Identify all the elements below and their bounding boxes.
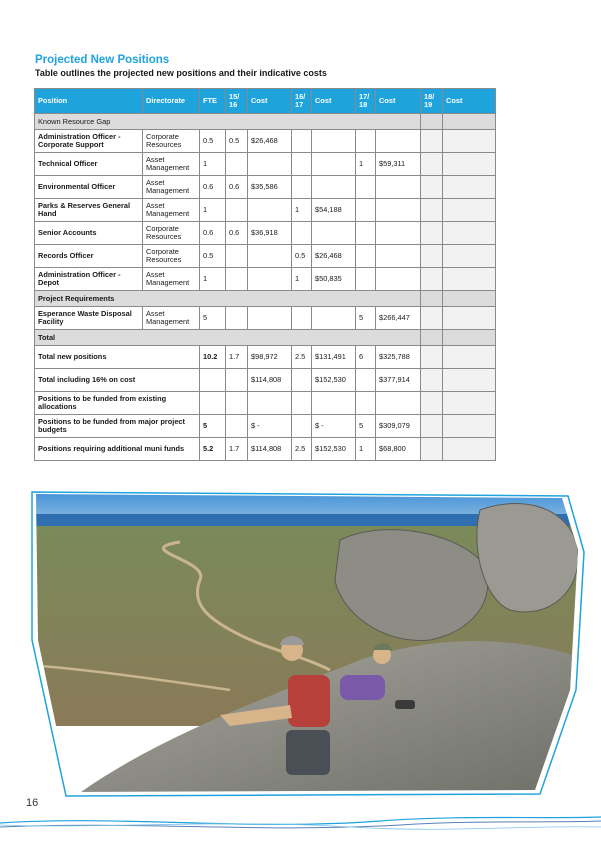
table-cell [443, 222, 496, 245]
table-cell [356, 369, 376, 392]
table-cell: $68,800 [376, 438, 421, 461]
table-cell [443, 330, 496, 346]
table-cell: 1 [200, 153, 226, 176]
table-cell [356, 245, 376, 268]
wave-decoration [0, 805, 601, 835]
table-cell [248, 245, 292, 268]
table-cell: $98,972 [248, 346, 292, 369]
table-row [35, 176, 496, 199]
table-cell [421, 392, 443, 415]
table-row [35, 346, 496, 369]
section-label: Project Requirements [35, 291, 421, 307]
header-directorate: Directorate [143, 89, 200, 114]
table-cell: 1 [292, 268, 312, 291]
table-cell [356, 392, 376, 415]
header-1516: 15/ 16 [226, 89, 248, 114]
table-cell [226, 415, 248, 438]
position-cell: Administration Officer - Corporate Support [35, 130, 143, 153]
table-cell: 2.5 [292, 438, 312, 461]
table-cell: $131,491 [312, 346, 356, 369]
table-cell [443, 291, 496, 307]
table-row [35, 438, 496, 461]
table-cell [248, 153, 292, 176]
table-cell [226, 369, 248, 392]
table-cell [312, 176, 356, 199]
table-cell [421, 130, 443, 153]
heading [35, 53, 575, 79]
table-cell [356, 199, 376, 222]
table-row [35, 130, 496, 153]
table-cell [421, 307, 443, 330]
table-row [35, 153, 496, 176]
table-cell: $325,788 [376, 346, 421, 369]
section-label: Total [35, 330, 421, 346]
table-cell: $36,918 [248, 222, 292, 245]
table-cell [421, 415, 443, 438]
table-row [35, 268, 496, 291]
position-cell: Total new positions [35, 346, 200, 369]
position-cell: Records Officer [35, 245, 143, 268]
table-cell [292, 176, 312, 199]
section-row-total [35, 330, 496, 346]
table-cell [356, 268, 376, 291]
table-cell [376, 268, 421, 291]
table-cell: $ - [312, 415, 356, 438]
table-row [35, 307, 496, 330]
table-cell: $114,808 [248, 369, 292, 392]
table-cell: 1 [356, 153, 376, 176]
table-cell [421, 222, 443, 245]
table-cell [421, 153, 443, 176]
table-cell [226, 245, 248, 268]
table-cell: 1.7 [226, 346, 248, 369]
directorate-cell: Corporate Resources [143, 222, 200, 245]
table-cell: 10.2 [200, 346, 226, 369]
position-cell: Senior Accounts [35, 222, 143, 245]
position-cell: Parks & Reserves General Hand [35, 199, 143, 222]
table-cell: $152,530 [312, 438, 356, 461]
table-cell [248, 392, 292, 415]
table-cell: 0.6 [200, 176, 226, 199]
header-position: Position [35, 89, 143, 114]
directorate-cell: Asset Management [143, 199, 200, 222]
header-cost-1718: Cost [376, 89, 421, 114]
table-cell: 1 [356, 438, 376, 461]
table-cell: 0.5 [200, 130, 226, 153]
table-cell: 5.2 [200, 438, 226, 461]
position-cell: Positions requiring additional muni funds [35, 438, 200, 461]
table-cell [292, 307, 312, 330]
photo-image [30, 490, 590, 800]
table-cell: 6 [356, 346, 376, 369]
table-cell [248, 268, 292, 291]
page-number: 16 [26, 797, 39, 809]
table-cell: 0.6 [200, 222, 226, 245]
table-row [35, 369, 496, 392]
table-cell [312, 392, 356, 415]
table-cell [376, 176, 421, 199]
table-cell [226, 268, 248, 291]
landscape-photo [30, 490, 590, 800]
table-cell [292, 222, 312, 245]
table-cell [376, 130, 421, 153]
positions-table [34, 88, 496, 461]
table-row [35, 392, 496, 415]
table-cell [443, 392, 496, 415]
section-row-known [35, 114, 496, 130]
position-cell: Total including 16% on cost [35, 369, 200, 392]
position-cell: Positions to be funded from existing allocations [35, 392, 200, 415]
table-cell [312, 307, 356, 330]
table-cell [248, 307, 292, 330]
position-cell: Administration Officer - Depot [35, 268, 143, 291]
table-cell [356, 130, 376, 153]
table-cell [200, 369, 226, 392]
section-label: Known Resource Gap [35, 114, 421, 130]
table-cell [421, 176, 443, 199]
table-cell: 0.5 [226, 130, 248, 153]
table-cell: 5 [356, 415, 376, 438]
table-cell [443, 307, 496, 330]
table-row [35, 199, 496, 222]
directorate-cell: Asset Management [143, 268, 200, 291]
table-cell [421, 438, 443, 461]
table-cell: $114,808 [248, 438, 292, 461]
table-cell [376, 199, 421, 222]
position-cell: Technical Officer [35, 153, 143, 176]
table-cell [421, 199, 443, 222]
table-cell [312, 153, 356, 176]
table-cell: 5 [356, 307, 376, 330]
table-cell: 1 [292, 199, 312, 222]
table-cell [443, 199, 496, 222]
table-cell [312, 222, 356, 245]
directorate-cell: Asset Management [143, 153, 200, 176]
table-cell: $26,468 [248, 130, 292, 153]
table-cell: 0.5 [200, 245, 226, 268]
table-cell [376, 222, 421, 245]
directorate-cell: Asset Management [143, 176, 200, 199]
table-cell [292, 392, 312, 415]
header-1617: 16/ 17 [292, 89, 312, 114]
table-cell [443, 369, 496, 392]
table-cell: $59,311 [376, 153, 421, 176]
header-fte: FTE [200, 89, 226, 114]
table-cell [356, 222, 376, 245]
table-cell [292, 130, 312, 153]
table-cell [226, 199, 248, 222]
table-cell [226, 153, 248, 176]
table-cell [376, 392, 421, 415]
header-cost-1516: Cost [248, 89, 292, 114]
table-cell [292, 369, 312, 392]
section-row-project [35, 291, 496, 307]
table-cell [200, 392, 226, 415]
table-cell [443, 176, 496, 199]
table-cell [421, 369, 443, 392]
table-cell [248, 199, 292, 222]
header-1718: 17/ 18 [356, 89, 376, 114]
table-cell [443, 438, 496, 461]
table-cell [312, 130, 356, 153]
table-row [35, 245, 496, 268]
table-cell [421, 346, 443, 369]
position-cell: Positions to be funded from major project budgets [35, 415, 200, 438]
table-cell: $35,586 [248, 176, 292, 199]
table-cell: $50,835 [312, 268, 356, 291]
table-cell: $309,079 [376, 415, 421, 438]
directorate-cell: Asset Management [143, 307, 200, 330]
table-cell: 0.6 [226, 176, 248, 199]
table-cell [443, 153, 496, 176]
table-cell [292, 415, 312, 438]
directorate-cell: Corporate Resources [143, 245, 200, 268]
table-cell [421, 268, 443, 291]
table-cell [443, 130, 496, 153]
directorate-cell: Corporate Resources [143, 130, 200, 153]
table-cell [356, 176, 376, 199]
table-cell [421, 114, 443, 130]
table-cell: 2.5 [292, 346, 312, 369]
table-cell [226, 307, 248, 330]
table-cell [443, 346, 496, 369]
table-cell: $ - [248, 415, 292, 438]
table-cell [376, 245, 421, 268]
table-cell [226, 392, 248, 415]
table-cell [443, 114, 496, 130]
table-cell [443, 245, 496, 268]
table-cell: 1 [200, 199, 226, 222]
table-cell: 0.5 [292, 245, 312, 268]
position-cell: Esperance Waste Disposal Facility [35, 307, 143, 330]
table-cell [292, 153, 312, 176]
page-title: Projected New Positions [35, 54, 170, 66]
table-cell: $152,530 [312, 369, 356, 392]
table-cell: 5 [200, 307, 226, 330]
header-1819: 18/ 19 [421, 89, 443, 114]
table-cell: 1 [200, 268, 226, 291]
header-cost-1819: Cost [443, 89, 496, 114]
table-cell: 5 [200, 415, 226, 438]
table-header-row [35, 89, 496, 114]
table-cell [443, 268, 496, 291]
page-subtitle: Table outlines the projected new positions and their indicative costs [35, 68, 327, 78]
table-cell [421, 330, 443, 346]
table-cell: $266,447 [376, 307, 421, 330]
table-body [35, 114, 496, 461]
table-cell [421, 291, 443, 307]
position-cell: Environmental Officer [35, 176, 143, 199]
table-cell: $26,468 [312, 245, 356, 268]
table-cell [443, 415, 496, 438]
table-cell: 0.6 [226, 222, 248, 245]
table-cell: 1.7 [226, 438, 248, 461]
table-cell: $54,188 [312, 199, 356, 222]
table-cell [421, 245, 443, 268]
table-cell: $377,914 [376, 369, 421, 392]
header-cost-1617: Cost [312, 89, 356, 114]
table-row [35, 222, 496, 245]
table-row [35, 415, 496, 438]
